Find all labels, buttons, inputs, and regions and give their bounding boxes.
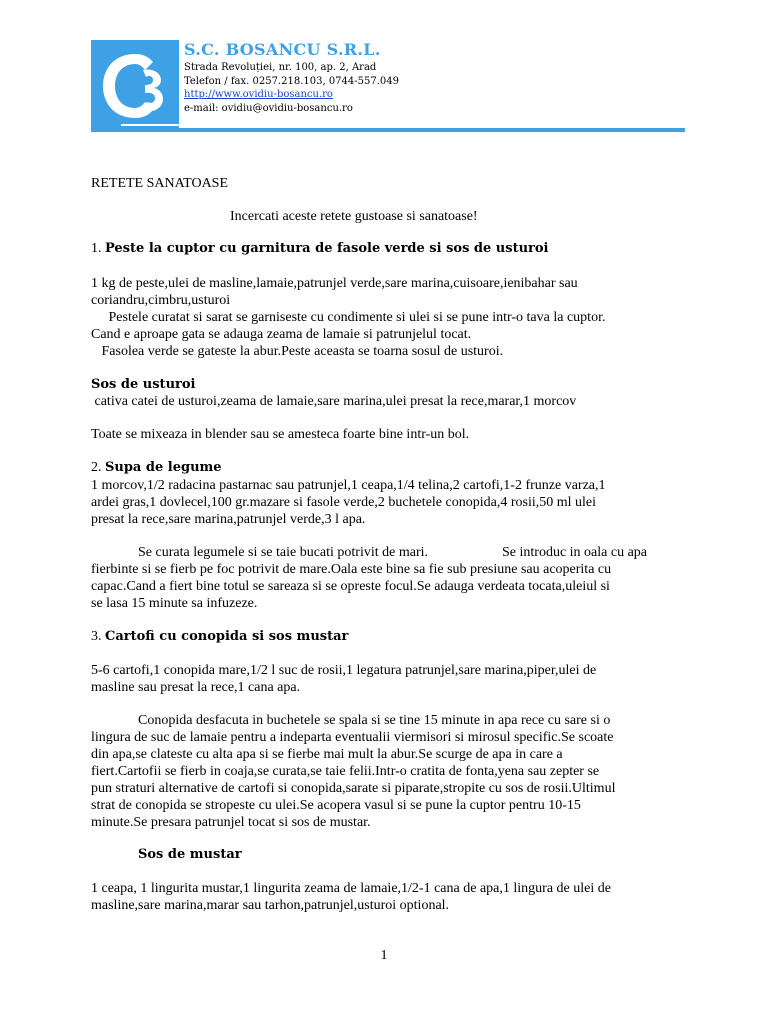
garlic-sauce-heading: [91, 376, 681, 394]
recipe-3-number: 3.: [91, 629, 105, 644]
company-logo-mark: [91, 40, 179, 128]
header-rule: [91, 128, 685, 132]
doc-intro: Incercati aceste retete gustoase si sanatoase!: [230, 209, 478, 224]
recipe-2-ingredients-3: presat la rece,sare marina,patrunjel verde,3 l apa.: [91, 512, 366, 527]
recipe-1-ingredients-1: 1 kg de peste,ulei de masline,lamaie,patrunjel verde,sare marina,cuisoare,ienibahar sau: [91, 276, 578, 291]
recipe-3-text-6: strat de conopida se stropeste cu ulei.Se acopera vasul si se pune la cuptor pentru 10-15: [91, 798, 581, 813]
garlic-sauce-title: Sos de usturoi: [91, 377, 196, 392]
company-logo: [91, 40, 179, 128]
company-address: Strada Revoluției, nr. 100, ap. 2, Arad: [184, 62, 377, 73]
recipe-3-text-7: minute.Se presara patrunjel tocat si sos de mustar.: [91, 815, 371, 830]
mustard-sauce-ingredients-2: masline,sare marina,marar sau tarhon,patrunjel,usturoi optional.: [91, 898, 450, 913]
mustard-sauce-title: Sos de mustar: [138, 847, 242, 862]
company-name: S.C. BOSANCU S.R.L.: [184, 40, 381, 59]
recipe-3-ingredients-2: masline sau presat la rece,1 cana apa.: [91, 680, 301, 695]
company-website-link[interactable]: http://www.ovidiu-bosancu.ro: [184, 89, 333, 100]
recipe-3-text-2: lingura de suc de lamaie pentru a indeparta eventualii viermisori si mirosul specific.Se scoate: [91, 730, 614, 745]
garlic-sauce-text: Toate se mixeaza in blender sau se amesteca foarte bine intr-un bol.: [91, 427, 470, 442]
recipe-1-heading: [91, 240, 681, 258]
recipe-2-ingredients-2: ardei gras,1 dovlecel,100 gr.mazare si fasole verde,2 buchetele conopida,4 rosii,50 ml ulei: [91, 495, 596, 510]
recipe-1-text-1: Pestele curatat si sarat se garniseste cu condimente si ulei si se pune intr-o tava la cuptor.: [91, 310, 606, 325]
recipe-3-text-1: Conopida desfacuta in buchetele se spala si se tine 15 minute in apa rece cu sare si o: [138, 713, 611, 728]
recipe-3-text-4: fiert.Cartofii se fierb in coaja,se curata,se taie felii.Intr-o cratita de fonta,yena sau zepter se: [91, 764, 600, 779]
company-email: e-mail: ovidiu@ovidiu-bosancu.ro: [184, 102, 353, 114]
company-phone: Telefon / fax. 0257.218.103, 0744-557.049: [184, 75, 399, 87]
recipe-2-number: 2.: [91, 460, 105, 475]
recipe-2-text-1b: Se introduc in oala cu apa: [502, 545, 648, 560]
recipe-2-text-4: se lasa 15 minute sa infuzeze.: [91, 596, 258, 611]
mustard-sauce-heading: [138, 846, 438, 864]
recipe-1-text-2: Cand e aproape gata se adauga zeama de lamaie si patrunjelul tocat.: [91, 327, 472, 342]
header-rule-notch: [121, 124, 179, 126]
recipe-2-title: Supa de legume: [105, 460, 222, 475]
recipe-1-text-3: Fasolea verde se gateste la abur.Peste aceasta se toarna sosul de usturoi.: [91, 344, 504, 359]
recipe-3-ingredients-1: 5-6 cartofi,1 conopida mare,1/2 l suc de rosii,1 legatura patrunjel,sare marina,piper,ulei de: [91, 663, 597, 678]
company-info: [184, 40, 399, 115]
recipe-3-text-3: din apa,se clateste cu alta apa si se fierbe mai mult la abur.Se scurge de apa in care a: [91, 747, 563, 762]
doc-title: RETETE SANATOASE: [91, 176, 229, 191]
recipe-1-title: Peste la cuptor cu garnitura de fasole verde si sos de usturoi: [105, 241, 549, 256]
recipe-3-heading: [91, 628, 681, 646]
page-number: 1: [380, 948, 388, 963]
mustard-sauce-ingredients-1: 1 ceapa, 1 lingurita mustar,1 lingurita zeama de lamaie,1/2-1 cana de apa,1 lingura de ulei de: [91, 881, 611, 896]
recipe-1-ingredients-2: coriandru,cimbru,usturoi: [91, 293, 231, 308]
recipe-2-ingredients-1: 1 morcov,1/2 radacina pastarnac sau patrunjel,1 ceapa,1/4 telina,2 cartofi,1-2 frunze varza,1: [91, 478, 606, 493]
garlic-sauce-ingredients: cativa catei de usturoi,zeama de lamaie,sare marina,ulei presat la rece,marar,1 morcov: [91, 394, 577, 409]
recipe-3-text-5: pun straturi alternative de cartofi si conopida,sarate si piparate,stropite cu sos de rosii.Ultimul: [91, 781, 616, 796]
recipe-1-number: 1.: [91, 241, 105, 256]
recipe-2-text-3: capac.Cand a fiert bine totul se sareaza si se opreste focul.Se adauga verdeata tocata,uleiul si: [91, 579, 610, 594]
recipe-2-text-2: fierbinte si se fierb pe foc potrivit de mare.Oala este bine sa fie sub presiune sau acoperita cu: [91, 562, 612, 577]
recipe-3-title: Cartofi cu conopida si sos mustar: [105, 629, 349, 644]
recipe-2-text-1a: Se curata legumele si se taie bucati potrivit de mari.: [138, 545, 429, 560]
recipe-2-heading: [91, 459, 681, 477]
